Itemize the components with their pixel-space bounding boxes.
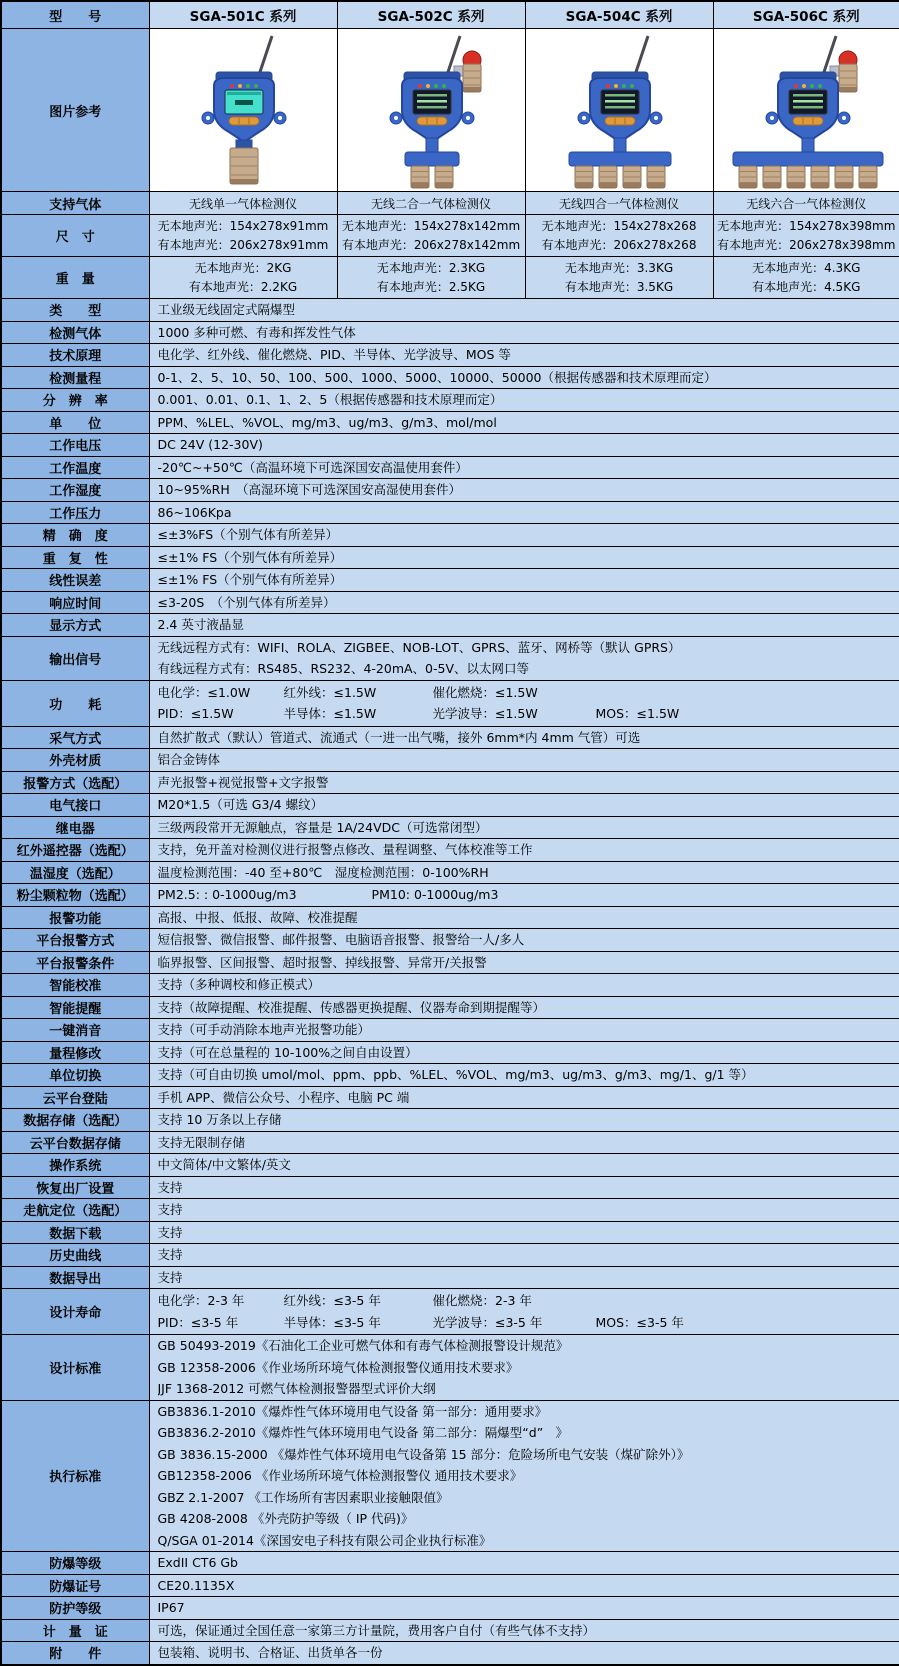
row-value: [149, 366, 899, 389]
row-value: [149, 299, 899, 322]
row-label: 继电器: [1, 816, 149, 839]
row-value: [149, 1019, 899, 1042]
row-value-part: 半导体：≤3-5 年: [284, 1312, 433, 1334]
row-value: [149, 546, 899, 569]
row-label: 单位切换: [1, 1064, 149, 1087]
row-label: 工作湿度: [1, 479, 149, 502]
spec-row-25: [1, 839, 899, 862]
row-value-text: 铝合金铸体: [158, 749, 899, 771]
row-value: [149, 1597, 899, 1620]
row-value-part: 半导体：≤1.5W: [284, 703, 433, 725]
row-value-text: 0-1、2、5、10、50、100、500、1000、5000、10000、50000（根据传感器和技术原理而定）: [158, 367, 899, 389]
row-label: 云平台数据存储: [1, 1131, 149, 1154]
row-value-part: 催化燃烧：≤1.5W: [433, 682, 538, 704]
row-value-part: 催化燃烧：2-3 年: [433, 1290, 532, 1312]
spec-row-8: [1, 411, 899, 434]
row-value-text: 支持，免开盖对检测仪进行报警点修改、量程调整、气体校准等工作: [158, 839, 899, 861]
row-value-text: 2.4 英寸液晶显: [158, 614, 899, 636]
row-value-text: 声光报警+视觉报警+文字报警: [158, 772, 899, 794]
row-value-text: ≤±1% FS（个别气体有所差异）: [158, 547, 899, 569]
row-value-text: 临界报警、区间报警、超时报警、掉线报警、异常开/关报警: [158, 952, 899, 974]
spec-row-19: [1, 680, 899, 726]
row-value: [149, 501, 899, 524]
row-value-col-2: 无线四合一气体检测仪: [525, 192, 713, 215]
row-value-line: 有本地声光：206x278x142mm: [338, 236, 525, 255]
row-value: [149, 996, 899, 1019]
row-value-col-0: 无线单一气体检测仪: [149, 192, 337, 215]
spec-row-17: [1, 614, 899, 637]
spec-row-43: [1, 1244, 899, 1267]
row-label: 计 量 证: [1, 1619, 149, 1642]
row-value-text: ExdII CT6 Gb: [158, 1552, 899, 1574]
row-value-line: 有线远程方式有：RS485、RS232、4-20mA、0-5V、以太网口等: [158, 658, 899, 680]
row-value: [149, 816, 899, 839]
spec-row-30: [1, 951, 899, 974]
spec-row-27: [1, 884, 899, 907]
row-value-line: [158, 1312, 899, 1334]
model-header-1: SGA-502C 系列: [337, 1, 525, 29]
row-value: [149, 636, 899, 680]
product-image-SGA-502C: [337, 29, 525, 192]
spec-row-15: [1, 569, 899, 592]
row-value: [149, 321, 899, 344]
row-label: 工作温度: [1, 456, 149, 479]
spec-row-13: [1, 524, 899, 547]
row-value-line: 无本地声光：2KG: [150, 259, 337, 278]
spec-row-22: [1, 771, 899, 794]
row-value: [149, 1109, 899, 1132]
row-value-text: 支持: [158, 1222, 899, 1244]
image-row: [1, 29, 899, 192]
row-value-text: 工业级无线固定式隔爆型: [158, 299, 899, 321]
spec-table-body: [1, 1, 899, 1665]
row-value-text: CE20.1135X: [158, 1575, 899, 1597]
row-value-text: 支持（故障提醒、校准提醒、传感器更换提醒、仪器寿命到期提醒等）: [158, 997, 899, 1019]
spec-row-18: [1, 636, 899, 680]
row-value: [149, 524, 899, 547]
row-value-text: 支持: [158, 1199, 899, 1221]
spec-row-35: [1, 1064, 899, 1087]
row-value-text: 支持（可自由切换 umol/mol、ppm、ppb、%LEL、%VOL、mg/m3、ug/m3、g/m3、mg/1、g/1 等）: [158, 1064, 899, 1086]
row-label: 分 辨 率: [1, 389, 149, 412]
row-value-text: 支持（可在总量程的 10-100%之间自由设置）: [158, 1042, 899, 1064]
spec-row-28: [1, 906, 899, 929]
spec-row-21: [1, 749, 899, 772]
row-label: 工作电压: [1, 434, 149, 457]
row-label: 红外遥控器（选配）: [1, 839, 149, 862]
row-value: [149, 1154, 899, 1177]
row-value: [149, 614, 899, 637]
product-image-SGA-504C: [525, 29, 713, 192]
spec-row-7: [1, 389, 899, 412]
row-label: 执行标准: [1, 1400, 149, 1552]
row-value-text: 手机 APP、微信公众号、小程序、电脑 PC 端: [158, 1087, 899, 1109]
row-value: [149, 1199, 899, 1222]
row-value: [149, 929, 899, 952]
spec-row-46: [1, 1335, 899, 1401]
row-value-line: 无本地声光：154x278x268: [526, 217, 713, 236]
row-value-text: PM2.5: : 0-1000ug/m3 PM10: 0-1000ug/m3: [158, 884, 899, 906]
row-value-text: 三级两段常开无源触点，容量是 1A/24VDC（可选常闭型）: [158, 817, 899, 839]
row-label: 线性误差: [1, 569, 149, 592]
model-label: 型 号: [1, 1, 149, 29]
row-value-text: 支持（多种调校和修正模式）: [158, 974, 899, 996]
row-value-line: GB 50493-2019《石油化工企业可燃气体和有毒气体检测报警设计规范》: [158, 1335, 899, 1357]
spec-row-39: [1, 1154, 899, 1177]
row-value-part: 红外线：≤1.5W: [284, 682, 433, 704]
model-header-0: SGA-501C 系列: [149, 1, 337, 29]
row-value-col-3: [713, 215, 899, 257]
row-label: 操作系统: [1, 1154, 149, 1177]
row-label: 设计标准: [1, 1335, 149, 1401]
row-value: [149, 1086, 899, 1109]
row-value-part: PID：≤1.5W: [158, 703, 284, 725]
row-value-col-0: [149, 257, 337, 299]
spec-row-40: [1, 1176, 899, 1199]
row-value-line: 无本地声光：3.3KG: [526, 259, 713, 278]
row-label: 数据导出: [1, 1266, 149, 1289]
row-value-line: 无本地声光：154x278x91mm: [150, 217, 337, 236]
row-value-line: 有本地声光：2.5KG: [338, 278, 525, 297]
row-label: 一键消音: [1, 1019, 149, 1042]
row-label: 防爆证号: [1, 1574, 149, 1597]
spec-row-12: [1, 501, 899, 524]
spec-row-20: [1, 726, 899, 749]
row-value: [149, 1131, 899, 1154]
row-value-col-1: 无线二合一气体检测仪: [337, 192, 525, 215]
spec-row-6: [1, 366, 899, 389]
row-value-text: 86~106Kpa: [158, 502, 899, 524]
row-value-line: GB 12358-2006《作业场所环境气体检测报警仪通用技术要求》: [158, 1357, 899, 1379]
row-value: [149, 749, 899, 772]
row-value-line: [158, 703, 899, 725]
row-value: [149, 1642, 899, 1665]
row-label: 精 确 度: [1, 524, 149, 547]
row-value-line: [158, 1290, 899, 1312]
row-value-line: 无本地声光：154x278x142mm: [338, 217, 525, 236]
spec-row-2: [1, 257, 899, 299]
row-value: [149, 411, 899, 434]
row-value-line: 有本地声光：206x278x398mm: [714, 236, 899, 255]
gas-detector-icon: [338, 30, 524, 190]
row-label: 数据存储（选配）: [1, 1109, 149, 1132]
row-value-text: 支持: [158, 1267, 899, 1289]
spec-row-44: [1, 1266, 899, 1289]
row-label: 工作压力: [1, 501, 149, 524]
row-label: 支持气体: [1, 192, 149, 215]
row-value: [149, 1335, 899, 1401]
row-label: 智能校准: [1, 974, 149, 997]
row-label: 检测气体: [1, 321, 149, 344]
row-label: 检测量程: [1, 366, 149, 389]
row-value-text: 温度检测范围：-40 至+80℃ 湿度检测范围：0-100%RH: [158, 862, 899, 884]
row-label: 响应时间: [1, 591, 149, 614]
row-value-col-3: [713, 257, 899, 299]
model-header-row: [1, 1, 899, 29]
spec-row-5: [1, 344, 899, 367]
row-value: [149, 1221, 899, 1244]
row-value-line: 有本地声光：4.5KG: [714, 278, 899, 297]
row-label: 设计寿命: [1, 1289, 149, 1335]
row-value-text: 1000 多种可燃、有毒和挥发性气体: [158, 322, 899, 344]
row-label: 报警功能: [1, 906, 149, 929]
row-label: 粉尘颗粒物（选配）: [1, 884, 149, 907]
spec-row-51: [1, 1619, 899, 1642]
row-value-line: GB3836.2-2010《爆炸性气体环境用电气设备 第二部分：隔爆型“d” 》: [158, 1422, 899, 1444]
row-value: [149, 794, 899, 817]
row-label: 恢复出厂设置: [1, 1176, 149, 1199]
row-value-col-2: [525, 215, 713, 257]
row-label: 温湿度（选配）: [1, 861, 149, 884]
row-label: 功 耗: [1, 680, 149, 726]
spec-row-0: [1, 192, 899, 215]
row-value-line: 有本地声光：206x278x268: [526, 236, 713, 255]
row-value-part: MOS：≤1.5W: [596, 703, 680, 725]
row-label: 显示方式: [1, 614, 149, 637]
row-label: 类 型: [1, 299, 149, 322]
row-value: [149, 951, 899, 974]
row-value-line: GB12358-2006 《作业场所环境气体检测报警仪 通用技术要求》: [158, 1465, 899, 1487]
row-value-col-3: 无线六合一气体检测仪: [713, 192, 899, 215]
spec-row-50: [1, 1597, 899, 1620]
spec-row-24: [1, 816, 899, 839]
row-value-part: 电化学：2-3 年: [158, 1290, 284, 1312]
row-label: 单 位: [1, 411, 149, 434]
spec-row-45: [1, 1289, 899, 1335]
row-label: 平台报警方式: [1, 929, 149, 952]
row-value-line: 无线远程方式有：WIFI、ROLA、ZIGBEE、NOB-LOT、GPRS、蓝牙、网桥等（默认 GPRS）: [158, 637, 899, 659]
spec-row-3: [1, 299, 899, 322]
spec-row-26: [1, 861, 899, 884]
row-value-col-1: [337, 257, 525, 299]
spec-row-34: [1, 1041, 899, 1064]
product-image-SGA-506C: [713, 29, 899, 192]
row-value: [149, 389, 899, 412]
spec-row-31: [1, 974, 899, 997]
row-label: 平台报警条件: [1, 951, 149, 974]
row-label: 量程修改: [1, 1041, 149, 1064]
row-value-line: Q/SGA 01-2014《深国安电子科技有限公司企业执行标准》: [158, 1530, 899, 1552]
image-row-label: 图片参考: [1, 29, 149, 192]
row-value: [149, 1266, 899, 1289]
row-value-text: 支持无限制存储: [158, 1132, 899, 1154]
row-value-text: DC 24V (12-30V): [158, 434, 899, 456]
spec-row-33: [1, 1019, 899, 1042]
row-value: [149, 906, 899, 929]
row-value: [149, 1552, 899, 1575]
row-value-text: 支持: [158, 1244, 899, 1266]
spec-row-41: [1, 1199, 899, 1222]
spec-row-14: [1, 546, 899, 569]
gas-detector-icon: [526, 30, 712, 190]
row-value-col-0: [149, 215, 337, 257]
row-label: 输出信号: [1, 636, 149, 680]
model-header-3: SGA-506C 系列: [713, 1, 899, 29]
spec-row-47: [1, 1400, 899, 1552]
gas-detector-icon: [150, 30, 336, 190]
spec-row-38: [1, 1131, 899, 1154]
row-value-text: 可选，保证通过全国任意一家第三方计量院，费用客户自付（有些气体不支持）: [158, 1620, 899, 1642]
row-label: 采气方式: [1, 726, 149, 749]
row-value: [149, 1244, 899, 1267]
row-label: 云平台登陆: [1, 1086, 149, 1109]
spec-row-48: [1, 1552, 899, 1575]
row-label: 报警方式（选配）: [1, 771, 149, 794]
row-value-text: 支持（可手动消除本地声光报警功能）: [158, 1019, 899, 1041]
row-label: 外壳材质: [1, 749, 149, 772]
spec-row-10: [1, 456, 899, 479]
row-value-text: ≤±1% FS（个别气体有所差异）: [158, 569, 899, 591]
row-label: 电气接口: [1, 794, 149, 817]
row-label: 智能提醒: [1, 996, 149, 1019]
row-value-part: MOS：≤3-5 年: [596, 1312, 684, 1334]
row-value-line: GB3836.1-2010《爆炸性气体环境用电气设备 第一部分：通用要求》: [158, 1401, 899, 1423]
row-value-text: 0.001、0.01、0.1、1、2、5（根据传感器和技术原理而定）: [158, 389, 899, 411]
row-value-part: 电化学：≤1.0W: [158, 682, 284, 704]
spec-row-9: [1, 434, 899, 457]
row-value: [149, 569, 899, 592]
row-value: [149, 434, 899, 457]
row-label: 历史曲线: [1, 1244, 149, 1267]
row-value-text: 自然扩散式（默认）管道式、流通式（一进一出气嘴，接外 6mm*内 4mm 气管）可选: [158, 727, 899, 749]
row-value-col-1: [337, 215, 525, 257]
row-label: 防爆等级: [1, 1552, 149, 1575]
row-value-part: 红外线：≤3-5 年: [284, 1290, 433, 1312]
row-value-text: 支持: [158, 1177, 899, 1199]
row-value: [149, 861, 899, 884]
row-value: [149, 479, 899, 502]
row-value: [149, 591, 899, 614]
spec-row-49: [1, 1574, 899, 1597]
row-value-line: 有本地声光：206x278x91mm: [150, 236, 337, 255]
row-value-line: 无本地声光：154x278x398mm: [714, 217, 899, 236]
row-value-text: 中文简体/中文繁体/英文: [158, 1154, 899, 1176]
spec-row-52: [1, 1642, 899, 1665]
row-value-text: ≤3-20S （个别气体有所差异）: [158, 592, 899, 614]
row-value-text: M20*1.5（可选 G3/4 螺纹）: [158, 794, 899, 816]
row-value: [149, 726, 899, 749]
row-value-line: [158, 682, 899, 704]
row-value-text: PPM、%LEL、%VOL、mg/m3、ug/m3、g/m3、mol/mol: [158, 412, 899, 434]
row-value-line: 无本地声光：4.3KG: [714, 259, 899, 278]
row-value-line: GB 4208-2008 《外壳防护等级（ IP 代码)》: [158, 1508, 899, 1530]
row-value-text: 电化学、红外线、催化燃烧、PID、半导体、光学波导、MOS 等: [158, 344, 899, 366]
row-value-part: 光学波导：≤1.5W: [433, 703, 596, 725]
spec-row-32: [1, 996, 899, 1019]
spec-row-29: [1, 929, 899, 952]
row-value-text: 支持 10 万条以上存储: [158, 1109, 899, 1131]
gas-detector-icon: [714, 30, 899, 190]
row-value-part: 光学波导：≤3-5 年: [433, 1312, 596, 1334]
row-value-part: PID：≤3-5 年: [158, 1312, 284, 1334]
row-value: [149, 1619, 899, 1642]
row-value-col-2: [525, 257, 713, 299]
row-value: [149, 771, 899, 794]
row-value-line: JJF 1368-2012 可燃气体检测报警器型式评价大纲: [158, 1378, 899, 1400]
row-label: 数据下载: [1, 1221, 149, 1244]
row-label: 走航定位（选配）: [1, 1199, 149, 1222]
spec-row-23: [1, 794, 899, 817]
row-value-text: ≤±3%FS（个别气体有所差异）: [158, 524, 899, 546]
spec-row-36: [1, 1086, 899, 1109]
row-value: [149, 884, 899, 907]
row-value-line: 有本地声光：3.5KG: [526, 278, 713, 297]
row-value-text: 短信报警、微信报警、邮件报警、电脑语音报警、报警给一人/多人: [158, 929, 899, 951]
row-label: 附 件: [1, 1642, 149, 1665]
row-value: [149, 344, 899, 367]
spec-row-16: [1, 591, 899, 614]
row-value: [149, 1400, 899, 1552]
spec-row-42: [1, 1221, 899, 1244]
row-value-text: IP67: [158, 1597, 899, 1619]
row-value-line: GBZ 2.1-2007 《工作场所有害因素职业接触限值》: [158, 1487, 899, 1509]
row-value: [149, 680, 899, 726]
row-label: 技术原理: [1, 344, 149, 367]
row-value-text: 高报、中报、低报、故障、校准提醒: [158, 907, 899, 929]
row-value-line: 无本地声光：2.3KG: [338, 259, 525, 278]
row-value: [149, 974, 899, 997]
row-value: [149, 839, 899, 862]
row-value: [149, 1289, 899, 1335]
spec-row-11: [1, 479, 899, 502]
row-value: [149, 456, 899, 479]
product-image-SGA-501C: [149, 29, 337, 192]
row-label: 重 量: [1, 257, 149, 299]
row-value: [149, 1574, 899, 1597]
row-value-text: 包装箱、说明书、合格证、出货单各一份: [158, 1642, 899, 1664]
row-label: 尺 寸: [1, 215, 149, 257]
spec-row-37: [1, 1109, 899, 1132]
row-value: [149, 1041, 899, 1064]
row-value-line: 有本地声光：2.2KG: [150, 278, 337, 297]
model-header-2: SGA-504C 系列: [525, 1, 713, 29]
row-value-text: -20℃~+50℃（高温环境下可选深国安高温使用套件）: [158, 457, 899, 479]
row-value-line: GB 3836.15-2000 《爆炸性气体环境用电气设备第 15 部分：危险场所电气安装（煤矿除外）》: [158, 1444, 899, 1466]
row-value: [149, 1176, 899, 1199]
row-label: 重 复 性: [1, 546, 149, 569]
row-label: 防护等级: [1, 1597, 149, 1620]
row-value: [149, 1064, 899, 1087]
spec-row-1: [1, 215, 899, 257]
row-value-text: 10~95%RH （高湿环境下可选深国安高湿使用套件）: [158, 479, 899, 501]
spec-row-4: [1, 321, 899, 344]
